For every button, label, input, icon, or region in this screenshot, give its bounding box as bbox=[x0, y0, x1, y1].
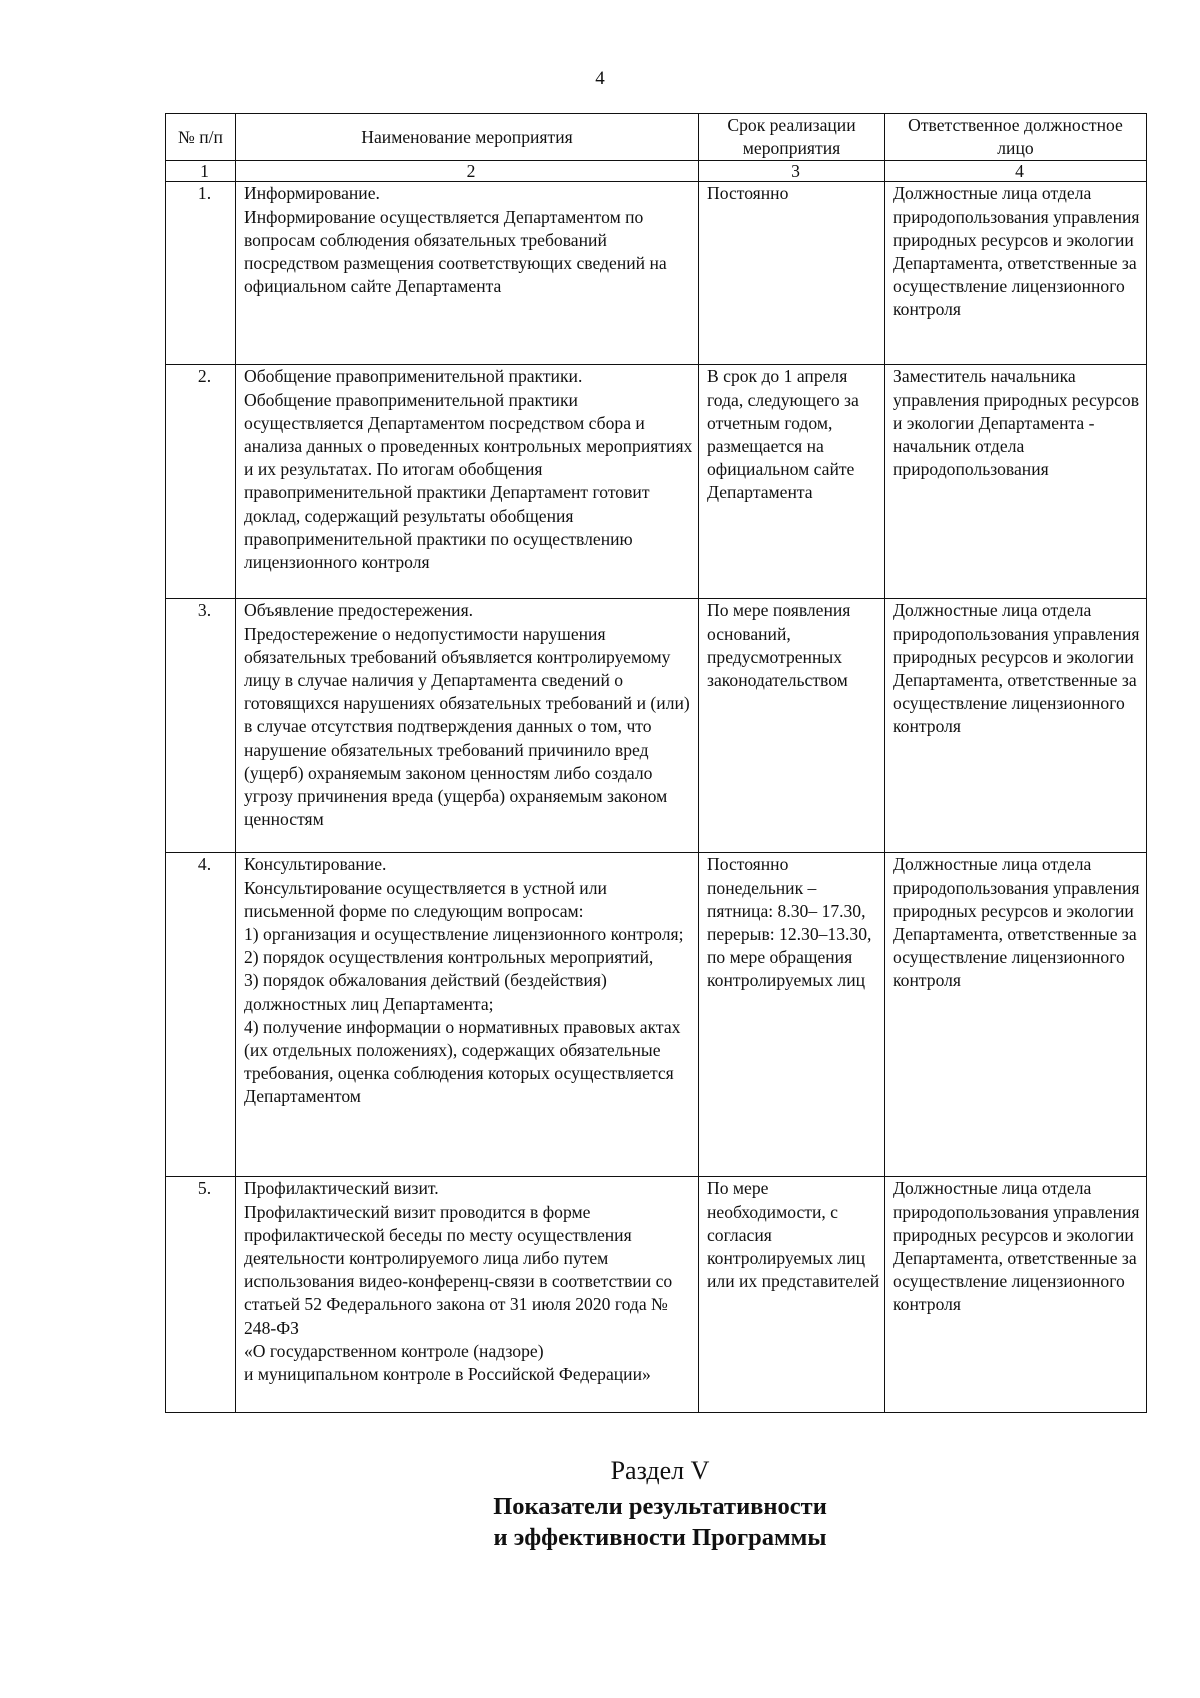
header-term: Срок реализации мероприятия bbox=[699, 114, 885, 161]
section-title-line: Показатели результативности bbox=[493, 1493, 827, 1520]
row-number: 4. bbox=[166, 853, 236, 1177]
term-cell: Постоянно понедельник – пятница: 8.30– 17.30, перерыв: 12.30–13.30, по мере обращения контролируемых лиц bbox=[699, 853, 885, 1177]
responsible-cell: Заместитель начальника управления природных ресурсов и экологии Департамента - начальник отдела природопользования bbox=[885, 365, 1147, 599]
measure-title: Обобщение правоприменительной практики. bbox=[244, 366, 583, 387]
measure-cell bbox=[236, 365, 699, 599]
table-row bbox=[166, 599, 1147, 853]
measure-title: Профилактический визит. bbox=[244, 1178, 439, 1199]
header-name: Наименование мероприятия bbox=[236, 114, 699, 161]
column-number: 2 bbox=[236, 161, 699, 182]
table-row bbox=[166, 853, 1147, 1177]
row-number: 1. bbox=[166, 182, 236, 365]
term-cell: В срок до 1 апреля года, следующего за отчетным годом, размещается на официальном сайте Департамента bbox=[699, 365, 885, 599]
measure-description: Консультирование осуществляется в устной или письменной форме по следующим вопросам: 1) организация и осуществление лицензионного контроля; 2) порядок осуществления контрольных мероприятий, 3) порядок обжалования действий (бездействия) должностных лиц Департамента; 4) получение информации о нормативных правовых актах (их отдельных положениях), содержащих обязательные требования, оценка соблюдения которых осуществляется Департаментом bbox=[244, 877, 684, 1107]
measure-title: Информирование. bbox=[244, 183, 380, 204]
measure-description: Предостережение о недопустимости нарушения обязательных требований объявляется контролируемому лицу в случае наличия у Департамента сведений о готовящихся нарушениях обязательных требований и (или) в случае отсутствия подтверждения данных о том, что нарушение обязательных требований причинило вред (ущерб) охраняемым законом ценностям либо создало угрозу причинения вреда (ущерба) охраняемым законом ценностям bbox=[244, 623, 690, 830]
measures-table bbox=[165, 113, 1147, 1413]
measure-cell bbox=[236, 853, 699, 1177]
header-responsible: Ответственное должностное лицо bbox=[885, 114, 1147, 161]
column-number-row bbox=[166, 161, 1147, 182]
table-row bbox=[166, 1177, 1147, 1413]
row-number: 5. bbox=[166, 1177, 236, 1413]
term-cell: По мере необходимости, с согласия контролируемых лиц или их представителей bbox=[699, 1177, 885, 1413]
responsible-cell: Должностные лица отдела природопользования управления природных ресурсов и экологии Департамента, ответственные за осуществление лицензионного контроля bbox=[885, 1177, 1147, 1413]
term-cell: По мере появления оснований, предусмотренных законодательством bbox=[699, 599, 885, 853]
row-number: 2. bbox=[166, 365, 236, 599]
column-number: 4 bbox=[885, 161, 1147, 182]
page-number: 4 bbox=[595, 68, 605, 89]
measure-description: Информирование осуществляется Департаментом по вопросам соблюдения обязательных требований посредством размещения соответствующих сведений на официальном сайте Департамента bbox=[244, 206, 667, 297]
column-number: 3 bbox=[699, 161, 885, 182]
measure-title: Объявление предостережения. bbox=[244, 600, 474, 621]
term-cell: Постоянно bbox=[699, 182, 885, 365]
column-number: 1 bbox=[166, 161, 236, 182]
responsible-cell: Должностные лица отдела природопользования управления природных ресурсов и экологии Департамента, ответственные за осуществление лицензионного контроля bbox=[885, 853, 1147, 1177]
header-number: № п/п bbox=[166, 114, 236, 161]
responsible-cell: Должностные лица отдела природопользования управления природных ресурсов и экологии Департамента, ответственные за осуществление лицензионного контроля bbox=[885, 182, 1147, 365]
section-title-line: и эффективности Программы bbox=[493, 1524, 827, 1551]
measure-cell bbox=[236, 599, 699, 853]
section-label: Раздел V bbox=[610, 1456, 710, 1485]
measure-cell bbox=[236, 1177, 699, 1413]
row-number: 3. bbox=[166, 599, 236, 853]
measure-description: Обобщение правоприменительной практики осуществляется Департаментом посредством сбора и анализа данных о проведенных контрольных мероприятиях и их результатах. По итогам обобщения правоприменительной практики Департамент готовит доклад, содержащий результаты обобщения правоприменительной практики по осуществлению лицензионного контроля bbox=[244, 389, 693, 573]
table-header-row bbox=[166, 114, 1147, 161]
measure-title: Консультирование. bbox=[244, 854, 387, 875]
table-row bbox=[166, 182, 1147, 365]
measure-description: Профилактический визит проводится в форме профилактической беседы по месту осуществления деятельности контролируемого лица либо путем использования видео-конференц-связи в соответствии со статьей 52 Федерального закона от 31 июля 2020 года № 248-ФЗ «О государственном контроле (надзоре) и муниципальном контроле в Российской Федерации» bbox=[244, 1201, 673, 1385]
section-title bbox=[0, 1491, 1200, 1553]
table-row bbox=[166, 365, 1147, 599]
responsible-cell: Должностные лица отдела природопользования управления природных ресурсов и экологии Департамента, ответственные за осуществление лицензионного контроля bbox=[885, 599, 1147, 853]
measure-cell bbox=[236, 182, 699, 365]
